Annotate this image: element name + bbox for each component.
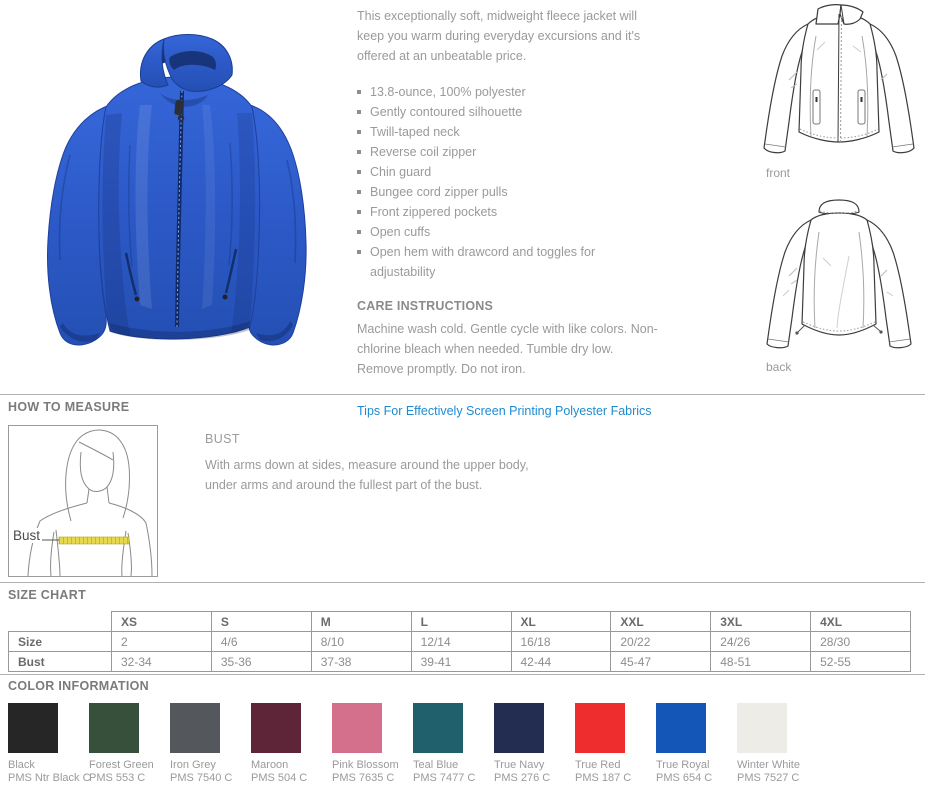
size-column-header: XS [112, 612, 212, 632]
color-name-label: Forest Green [89, 759, 154, 771]
feature-item: Bungee cord zipper pulls [357, 182, 663, 202]
color-swatch-iron-grey [170, 703, 251, 785]
color-swatch-tile[interactable] [170, 703, 220, 753]
color-swatch-teal-blue [413, 703, 494, 785]
color-name-label: True Red [575, 759, 621, 771]
color-swatch-tile[interactable] [737, 703, 787, 753]
product-description-column [357, 6, 663, 421]
color-information-heading: COLOR INFORMATION [8, 679, 149, 693]
feature-item: Open cuffs [357, 222, 663, 242]
size-chart-cell: 35-36 [211, 652, 311, 672]
measure-figure-box [8, 425, 158, 577]
bust-figure-label: Bust [13, 528, 41, 543]
size-chart-cell: 12/14 [411, 632, 511, 652]
color-pms-label: PMS 504 C [251, 772, 308, 784]
color-swatch-pink-blossom [332, 703, 413, 785]
size-chart-cell: 45-47 [611, 652, 711, 672]
size-column-header: 4XL [811, 612, 911, 632]
color-swatch-tile[interactable] [656, 703, 706, 753]
size-column-header: XL [511, 612, 611, 632]
feature-item: Gently contoured silhouette [357, 102, 663, 122]
color-swatch-winter-white [737, 703, 818, 785]
color-name-label: Pink Blossom [332, 759, 399, 771]
back-view-drawing [753, 196, 925, 354]
color-name-label: True Royal [656, 759, 710, 771]
blue-fleece-jacket-photo [10, 5, 345, 383]
product-description: This exceptionally soft, midweight fleece jacket will keep you warm during everyday excursions and it's offered at an unbeatable price. [357, 9, 641, 63]
color-pms-label: PMS 654 C [656, 772, 713, 784]
size-column-header: M [311, 612, 411, 632]
size-chart-cell: 42-44 [511, 652, 611, 672]
color-name-label: Winter White [737, 759, 800, 771]
size-chart-cell: 2 [112, 632, 212, 652]
size-chart-cell: 4/6 [211, 632, 311, 652]
color-name-label: Black [8, 759, 35, 771]
bust-description: With arms down at sides, measure around the upper body, under arms and around the fullest part of the bust. [205, 458, 529, 492]
size-chart-cell: 20/22 [611, 632, 711, 652]
feature-item: Twill-taped neck [357, 122, 663, 142]
size-chart-corner-cell [9, 612, 112, 632]
product-photo [10, 5, 345, 383]
feature-item: Reverse coil zipper [357, 142, 663, 162]
size-row-label: Size [9, 632, 112, 652]
color-pms-label: PMS 187 C [575, 772, 632, 784]
color-swatch-tile[interactable] [332, 703, 382, 753]
feature-item: Open hem with drawcord and toggles for adjustability [357, 242, 663, 282]
screen-printing-tips-link[interactable]: Tips For Effectively Screen Printing Polyester Fabrics [357, 404, 652, 418]
color-pms-label: PMS 553 C [89, 772, 146, 784]
color-name-label: Teal Blue [413, 759, 459, 771]
color-pms-label: PMS 7540 C [170, 772, 233, 784]
color-swatch-maroon [251, 703, 332, 785]
front-view-label: front [766, 166, 791, 180]
size-chart-cell: 52-55 [811, 652, 911, 672]
garment-views-column [753, 2, 925, 374]
size-chart-row [9, 652, 911, 672]
back-view-label: back [766, 360, 792, 374]
section-divider [0, 582, 925, 583]
color-swatch-tile[interactable] [413, 703, 463, 753]
color-swatch-true-red [575, 703, 656, 785]
size-chart-cell: 8/10 [311, 632, 411, 652]
color-name-label: Maroon [251, 759, 289, 771]
size-row-label: Bust [9, 652, 112, 672]
section-divider [0, 394, 925, 395]
size-column-header: S [211, 612, 311, 632]
color-swatch-true-navy [494, 703, 575, 785]
color-swatch-tile[interactable] [251, 703, 301, 753]
size-column-header: XXL [611, 612, 711, 632]
color-pms-label: PMS 7527 C [737, 772, 800, 784]
how-to-measure-heading: HOW TO MEASURE [8, 400, 130, 414]
size-chart-cell: 28/30 [811, 632, 911, 652]
section-divider [0, 674, 925, 675]
measure-figure-drawing [9, 426, 157, 576]
size-chart-cell: 32-34 [112, 652, 212, 672]
measure-text-block [205, 429, 550, 495]
color-pms-label: PMS 7477 C [413, 772, 476, 784]
care-instructions-heading: CARE INSTRUCTIONS [357, 299, 494, 313]
color-swatch-true-royal [656, 703, 737, 785]
care-instructions-text: Machine wash cold. Gentle cycle with like colors. Non-chlorine bleach when needed. Tumble dry low. Remove promptly. Do not iron. [357, 322, 658, 376]
size-chart-cell: 39-41 [411, 652, 511, 672]
size-chart-cell: 24/26 [711, 632, 811, 652]
color-pms-label: PMS 7635 C [332, 772, 395, 784]
bust-heading: BUST [205, 432, 240, 446]
size-chart-cell: 37-38 [311, 652, 411, 672]
feature-item: 13.8-ounce, 100% polyester [357, 82, 663, 102]
feature-item: Chin guard [357, 162, 663, 182]
features-list [357, 82, 663, 282]
size-chart-table [8, 611, 911, 672]
color-swatch-tile[interactable] [89, 703, 139, 753]
size-chart-cell: 16/18 [511, 632, 611, 652]
color-swatch-black [8, 703, 89, 785]
color-name-label: Iron Grey [170, 759, 216, 771]
feature-item: Front zippered pockets [357, 202, 663, 222]
color-swatch-list [8, 703, 818, 785]
color-swatch-tile[interactable] [494, 703, 544, 753]
size-chart-row [9, 632, 911, 652]
size-column-header: L [411, 612, 511, 632]
front-view-drawing [753, 2, 925, 160]
color-swatch-tile[interactable] [575, 703, 625, 753]
size-chart-heading: SIZE CHART [8, 588, 86, 602]
color-pms-label: PMS 276 C [494, 772, 551, 784]
color-swatch-forest-green [89, 703, 170, 785]
color-name-label: True Navy [494, 759, 545, 771]
color-pms-label: PMS Ntr Black C [8, 772, 91, 784]
color-swatch-tile[interactable] [8, 703, 58, 753]
size-chart-cell: 48-51 [711, 652, 811, 672]
size-column-header: 3XL [711, 612, 811, 632]
